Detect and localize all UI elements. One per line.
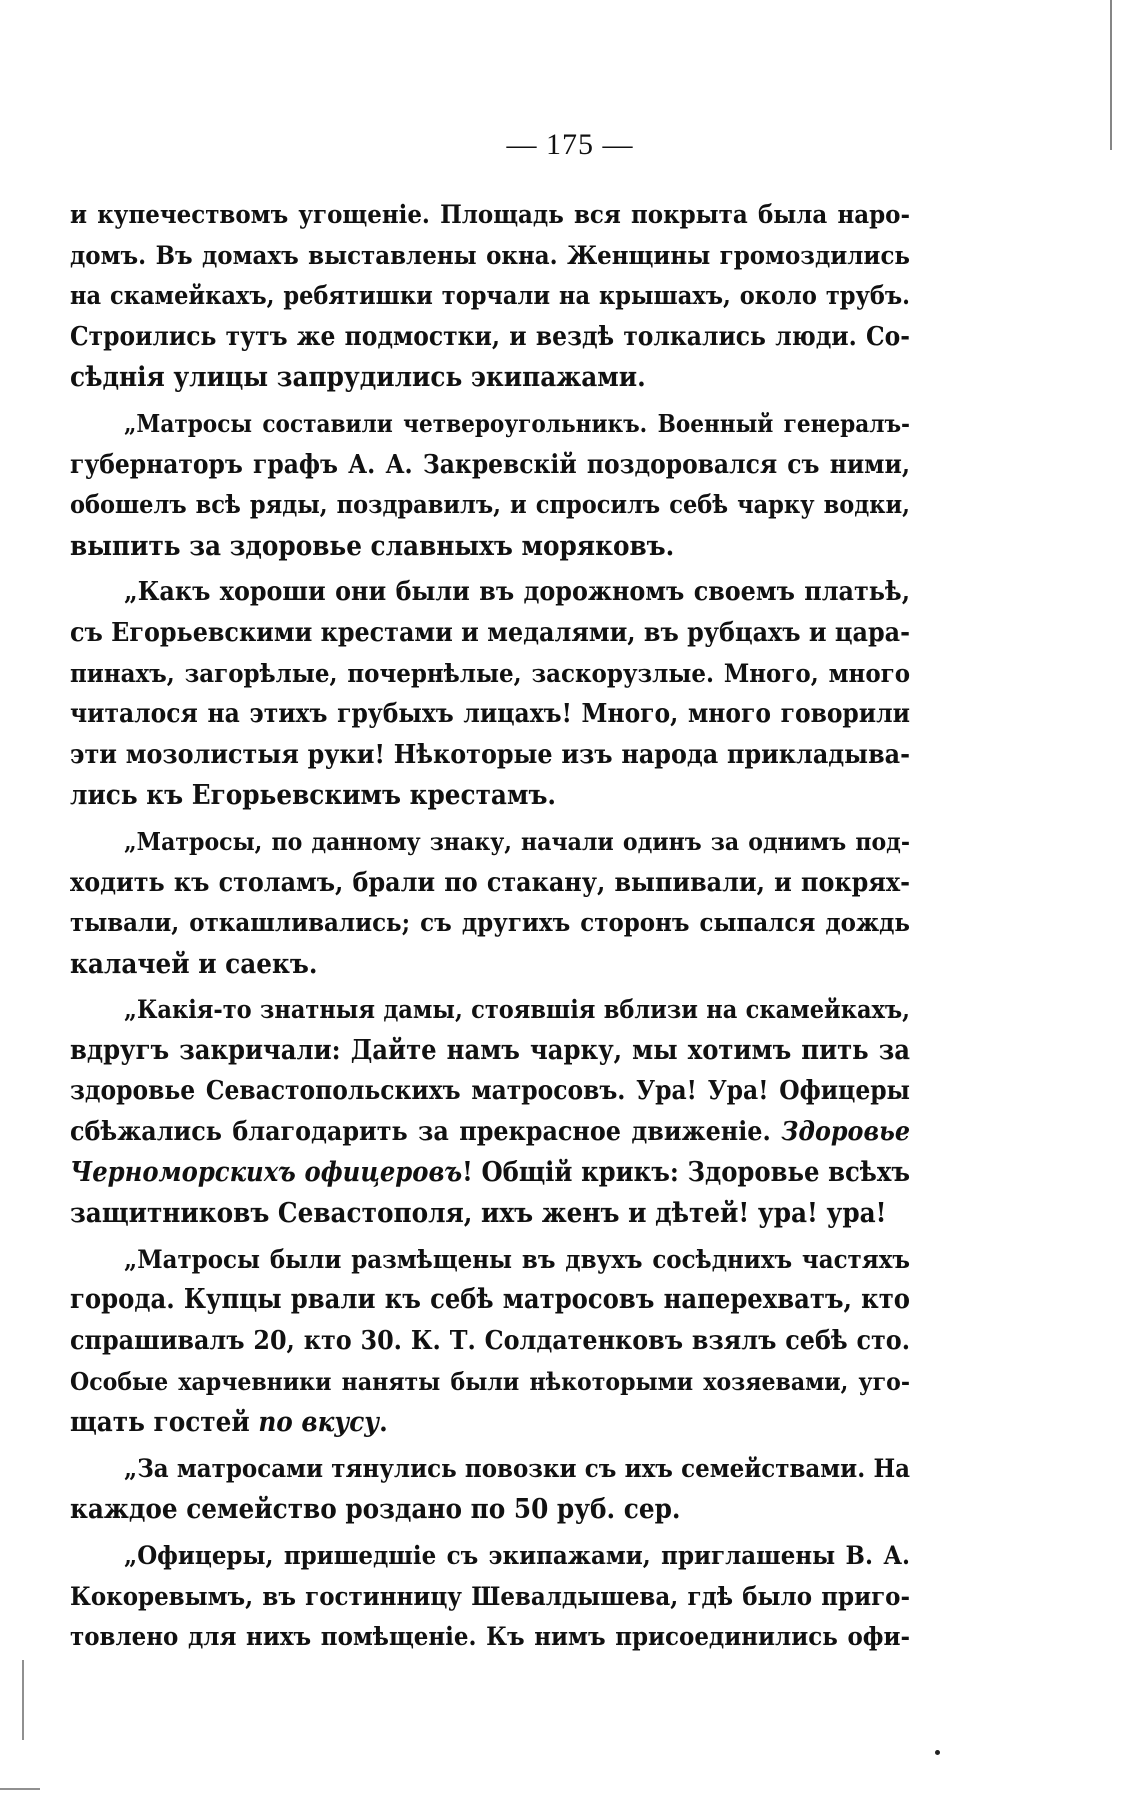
text-line: „За матросами тянулись повозки съ ихъ семействами. На (124, 1453, 910, 1484)
text-line: лись къ Егорьевскимъ крестамъ. (70, 779, 557, 812)
text-line: „Какія-то знатныя дамы, стоявшія вблизи на скамейкахъ, (124, 995, 910, 1025)
scan-edge-mark (1110, 0, 1112, 150)
italic-text: Здоровье (781, 1116, 910, 1148)
text-line: выпить за здоровье славныхъ моряковъ. (70, 529, 675, 562)
text-line: на скамейкахъ, ребятишки торчали на крышахъ, около трубъ. (70, 281, 910, 311)
text-line: калачей и саекъ. (70, 947, 318, 980)
text-line: обошелъ всѣ ряды, поздравилъ, и спросилъ себѣ чарку водки, (70, 490, 910, 520)
text-line (70, 1153, 910, 1194)
text-line: пинахъ, загорѣлые, почернѣлые, заскорузлые. Много, много (70, 658, 910, 689)
text-fragment: ! Общій крикъ: Здоровье всѣхъ (462, 1156, 910, 1188)
scan-edge-mark (22, 1660, 24, 1740)
text-line (70, 1112, 910, 1153)
text-line: вдругъ закричали: Дайте намъ чарку, мы хотимъ пить за (70, 1034, 910, 1066)
scan-dot (935, 1750, 940, 1755)
paragraph-6 (70, 1240, 910, 1443)
text-line: Особые харчевники наняты были нѣкоторыми хозяевами, уго- (70, 1366, 910, 1396)
text-line: защитниковъ Севастополя, ихъ женъ и дѣтей! ура! ура! (70, 1197, 887, 1230)
text-line: губернаторъ графъ А. А. Закревскій поздоровался съ ними, (70, 449, 910, 480)
text-line: города. Купцы рвали къ себѣ матросовъ наперехватъ, кто (70, 1284, 910, 1316)
text-line: и купечествомъ угощеніе. Площадь вся покрыта была наро- (70, 200, 910, 230)
text-line: „Матросы составили четвероугольникъ. Военный генералъ- (124, 408, 910, 438)
scan-edge-mark (0, 1788, 40, 1790)
text-line: каждое семейство роздано по 50 руб. сер. (70, 1493, 681, 1526)
text-line: товлено для нихъ помѣщеніе. Къ нимъ присоединились офи- (70, 1622, 910, 1653)
paragraph-7 (70, 1449, 910, 1530)
text-line (70, 1402, 910, 1443)
text-line: читалося на этихъ грубыхъ лицахъ! Много, много говорили (70, 699, 910, 730)
text-line: Строились тутъ же подмостки, и вездѣ толкались люди. Со- (70, 321, 910, 352)
italic-text: по вкусу (258, 1406, 380, 1439)
paragraph-4 (70, 822, 910, 984)
text-line: домъ. Въ домахъ выставлены окна. Женщины громоздились (70, 240, 910, 271)
text-line: „Офицеры, пришедшіе съ экипажами, приглашены В. А. (124, 1541, 910, 1571)
text-line: съ Егорьевскими крестами и медалями, въ рубцахъ и цара- (70, 616, 910, 648)
text-line: сѣднія улицы запрудились экипажами. (70, 361, 646, 394)
text-fragment: сбѣжались благодарить за прекрасное движеніе. (70, 1116, 782, 1148)
italic-text: Черноморскихъ офицеровъ (70, 1156, 463, 1188)
body-text (70, 195, 910, 1664)
text-line: „Какъ хороши они были въ дорожномъ своемъ платьѣ, (124, 576, 910, 608)
text-line: „Матросы, по данному знаку, начали одинъ за однимъ под- (124, 826, 910, 856)
paragraph-5 (70, 990, 910, 1234)
paragraph-3 (70, 572, 910, 816)
page-number: — 175 — (506, 128, 634, 161)
text-line: здоровье Севастопольскихъ матросовъ. Ура! Ура! Офицеры (70, 1076, 910, 1107)
text-line: тывали, откашливались; съ другихъ сторонъ сыпался дождь (70, 908, 910, 939)
text-line: спрашивалъ 20, кто 30. К. Т. Солдатенковъ взялъ себѣ сто. (70, 1325, 910, 1357)
text-fragment: щать гостей (70, 1406, 259, 1439)
text-line: Кокоревымъ, въ гостинницу Шевалдышева, гдѣ было приго- (70, 1581, 910, 1612)
paragraph-1 (70, 195, 910, 398)
text-line: эти мозолистыя руки! Нѣкоторые изъ народа прикладыва- (70, 738, 910, 770)
text-fragment: . (379, 1406, 388, 1439)
paragraph-8 (70, 1536, 910, 1658)
text-line: „Матросы были размѣщены въ двухъ сосѣднихъ частяхъ (124, 1244, 910, 1275)
text-line: ходить къ столамъ, брали по стакану, выпивали, и покрях- (70, 866, 910, 898)
paragraph-2 (70, 404, 910, 566)
